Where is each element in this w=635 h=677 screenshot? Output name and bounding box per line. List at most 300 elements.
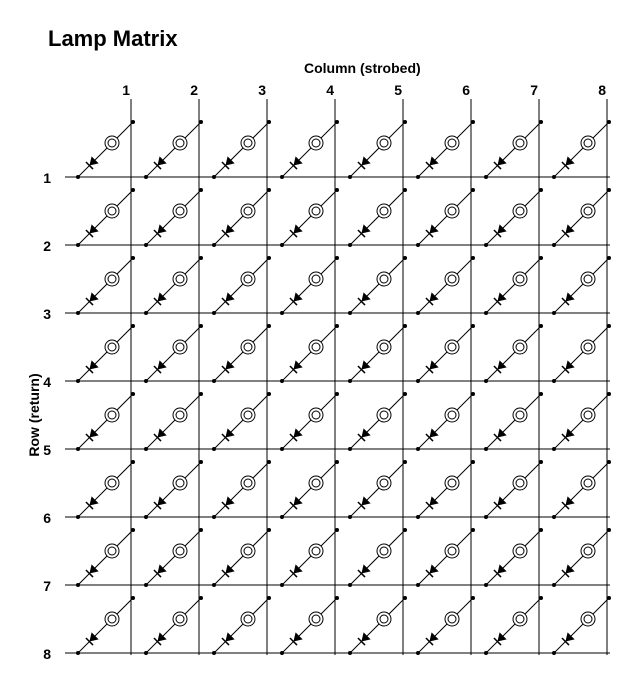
lamp-cell — [348, 460, 407, 519]
junction-dot — [403, 596, 407, 600]
junction-dot — [416, 515, 420, 519]
lamp-icon — [173, 544, 187, 558]
lamp-icon — [105, 204, 119, 218]
cell-wire — [350, 122, 405, 177]
lamp-icon — [377, 136, 391, 150]
junction-dot — [403, 188, 407, 192]
column-number-label: 5 — [394, 82, 402, 98]
junction-dot — [144, 447, 148, 451]
lamp-cell — [552, 596, 611, 655]
junction-dot — [471, 596, 475, 600]
cell-wire — [486, 326, 541, 381]
lamp-cell — [552, 528, 611, 587]
cell-wire — [554, 258, 609, 313]
junction-dot — [267, 188, 271, 192]
cell-wire — [418, 258, 473, 313]
lamp-cell — [76, 256, 135, 315]
lamp-icon — [241, 340, 255, 354]
lamp-icon — [513, 204, 527, 218]
junction-dot — [607, 528, 611, 532]
cell-wire — [554, 530, 609, 585]
cell-wire — [350, 598, 405, 653]
junction-dot — [267, 596, 271, 600]
lamp-icon — [513, 272, 527, 286]
lamp-icon — [445, 476, 459, 490]
cell-wire — [418, 326, 473, 381]
cell-wire — [214, 122, 269, 177]
junction-dot — [471, 460, 475, 464]
row-number-label: 8 — [43, 646, 51, 662]
column-number-label: 7 — [530, 82, 538, 98]
lamp-cell — [484, 528, 543, 587]
junction-dot — [144, 243, 148, 247]
junction-dot — [131, 188, 135, 192]
cell-wire — [554, 122, 609, 177]
lamp-cell — [76, 392, 135, 451]
cell-wire — [486, 122, 541, 177]
junction-dot — [131, 528, 135, 532]
junction-dot — [471, 188, 475, 192]
junction-dot — [335, 392, 339, 396]
column-number-label: 2 — [190, 82, 198, 98]
lamp-cell — [552, 188, 611, 247]
lamp-icon — [513, 612, 527, 626]
cell-wire — [418, 190, 473, 245]
cell-wire — [78, 122, 133, 177]
lamp-icon — [173, 476, 187, 490]
junction-dot — [471, 120, 475, 124]
junction-dot — [199, 460, 203, 464]
row-number-label: 5 — [43, 442, 51, 458]
junction-dot — [212, 447, 216, 451]
lamp-icon — [513, 136, 527, 150]
row-number-label: 7 — [43, 578, 51, 594]
lamp-icon — [377, 476, 391, 490]
lamp-cell — [76, 120, 135, 179]
lamp-cell — [552, 324, 611, 383]
junction-dot — [416, 243, 420, 247]
junction-dot — [76, 243, 80, 247]
lamp-icon — [377, 408, 391, 422]
lamp-cell — [144, 120, 203, 179]
lamp-icon — [445, 408, 459, 422]
lamp-cell — [348, 256, 407, 315]
junction-dot — [267, 528, 271, 532]
junction-dot — [335, 528, 339, 532]
lamp-icon — [173, 408, 187, 422]
junction-dot — [280, 583, 284, 587]
junction-dot — [348, 515, 352, 519]
lamp-cell — [416, 528, 475, 587]
cell-wire — [486, 462, 541, 517]
junction-dot — [199, 392, 203, 396]
lamp-icon — [173, 204, 187, 218]
junction-dot — [607, 596, 611, 600]
cell-wire — [282, 462, 337, 517]
junction-dot — [76, 447, 80, 451]
junction-dot — [607, 188, 611, 192]
lamp-cell — [552, 392, 611, 451]
junction-dot — [484, 379, 488, 383]
junction-dot — [144, 651, 148, 655]
junction-dot — [539, 528, 543, 532]
junction-dot — [607, 120, 611, 124]
junction-dot — [335, 324, 339, 328]
junction-dot — [144, 583, 148, 587]
lamp-icon — [241, 204, 255, 218]
junction-dot — [539, 256, 543, 260]
cell-wire — [350, 258, 405, 313]
lamp-cell — [552, 256, 611, 315]
junction-dot — [484, 311, 488, 315]
lamp-icon — [309, 340, 323, 354]
column-number-label: 6 — [462, 82, 470, 98]
cell-wire — [214, 190, 269, 245]
junction-dot — [552, 447, 556, 451]
junction-dot — [484, 447, 488, 451]
lamp-icon — [581, 340, 595, 354]
lamp-cell — [416, 256, 475, 315]
cell-wire — [486, 258, 541, 313]
cell-wire — [146, 394, 201, 449]
lamp-icon — [377, 612, 391, 626]
lamp-icon — [241, 612, 255, 626]
junction-dot — [335, 596, 339, 600]
row-axis-label: Row (return) — [26, 373, 42, 457]
lamp-cell — [416, 596, 475, 655]
lamp-cell — [212, 324, 271, 383]
junction-dot — [348, 379, 352, 383]
junction-dot — [348, 243, 352, 247]
junction-dot — [607, 256, 611, 260]
lamp-icon — [309, 204, 323, 218]
cell-wire — [418, 598, 473, 653]
junction-dot — [212, 651, 216, 655]
junction-dot — [552, 175, 556, 179]
junction-dot — [131, 596, 135, 600]
cell-wire — [214, 462, 269, 517]
lamp-cell — [280, 528, 339, 587]
lamp-cell — [416, 188, 475, 247]
junction-dot — [144, 515, 148, 519]
junction-dot — [484, 515, 488, 519]
lamp-cell — [144, 256, 203, 315]
column-axis-label: Column (strobed) — [304, 60, 421, 76]
lamp-cell — [484, 188, 543, 247]
junction-dot — [416, 311, 420, 315]
cell-wire — [78, 190, 133, 245]
junction-dot — [280, 243, 284, 247]
junction-dot — [131, 256, 135, 260]
junction-dot — [212, 175, 216, 179]
junction-dot — [144, 311, 148, 315]
junction-dot — [267, 460, 271, 464]
lamp-icon — [309, 136, 323, 150]
lamp-cell — [144, 392, 203, 451]
cell-wire — [486, 530, 541, 585]
lamp-icon — [105, 476, 119, 490]
row-number-label: 2 — [43, 238, 51, 254]
lamp-icon — [445, 204, 459, 218]
junction-dot — [144, 379, 148, 383]
junction-dot — [280, 379, 284, 383]
junction-dot — [552, 243, 556, 247]
lamp-icon — [377, 544, 391, 558]
lamp-cell — [76, 596, 135, 655]
junction-dot — [552, 311, 556, 315]
lamp-icon — [105, 340, 119, 354]
lamp-cell — [552, 460, 611, 519]
cell-wire — [350, 462, 405, 517]
lamp-icon — [377, 340, 391, 354]
junction-dot — [335, 256, 339, 260]
row-number-label: 6 — [43, 510, 51, 526]
junction-dot — [131, 460, 135, 464]
cell-wire — [78, 530, 133, 585]
lamp-cell — [348, 596, 407, 655]
lamp-icon — [513, 408, 527, 422]
junction-dot — [484, 243, 488, 247]
junction-dot — [484, 651, 488, 655]
lamp-cell — [212, 528, 271, 587]
lamp-cell — [280, 256, 339, 315]
lamp-icon — [173, 612, 187, 626]
junction-dot — [280, 175, 284, 179]
cell-wire — [418, 530, 473, 585]
cell-wire — [78, 394, 133, 449]
junction-dot — [76, 311, 80, 315]
lamp-icon — [445, 340, 459, 354]
junction-dot — [539, 596, 543, 600]
lamp-icon — [105, 272, 119, 286]
lamp-icon — [241, 544, 255, 558]
junction-dot — [131, 324, 135, 328]
junction-dot — [552, 379, 556, 383]
lamp-cell — [348, 188, 407, 247]
lamp-icon — [513, 476, 527, 490]
lamp-cell — [484, 256, 543, 315]
cell-wire — [282, 258, 337, 313]
lamp-icon — [309, 544, 323, 558]
lamp-icon — [445, 612, 459, 626]
cell-wire — [78, 598, 133, 653]
junction-dot — [267, 392, 271, 396]
cell-wire — [146, 530, 201, 585]
junction-dot — [403, 460, 407, 464]
column-number-label: 8 — [598, 82, 606, 98]
lamp-icon — [581, 408, 595, 422]
junction-dot — [348, 447, 352, 451]
diagram-title: Lamp Matrix — [48, 26, 178, 51]
lamp-icon — [173, 340, 187, 354]
lamp-icon — [309, 272, 323, 286]
junction-dot — [280, 447, 284, 451]
cell-wire — [282, 122, 337, 177]
lamp-cell — [280, 120, 339, 179]
junction-dot — [416, 175, 420, 179]
cell-wire — [282, 190, 337, 245]
junction-dot — [76, 175, 80, 179]
junction-dot — [552, 583, 556, 587]
lamp-cell — [144, 596, 203, 655]
junction-dot — [403, 120, 407, 124]
cell-wire — [486, 598, 541, 653]
cell-wire — [146, 122, 201, 177]
junction-dot — [199, 120, 203, 124]
junction-dot — [416, 651, 420, 655]
column-number-label: 3 — [258, 82, 266, 98]
junction-dot — [199, 188, 203, 192]
lamp-cell — [280, 188, 339, 247]
junction-dot — [403, 528, 407, 532]
junction-dot — [76, 515, 80, 519]
lamp-icon — [513, 544, 527, 558]
lamp-cell — [144, 528, 203, 587]
lamp-icon — [105, 544, 119, 558]
lamp-cell — [280, 392, 339, 451]
junction-dot — [416, 447, 420, 451]
lamp-icon — [581, 612, 595, 626]
lamp-cell — [144, 460, 203, 519]
junction-dot — [416, 379, 420, 383]
junction-dot — [539, 324, 543, 328]
junction-dot — [280, 311, 284, 315]
cell-wire — [418, 394, 473, 449]
lamp-cell — [416, 392, 475, 451]
lamp-icon — [445, 272, 459, 286]
junction-dot — [76, 651, 80, 655]
junction-dot — [144, 175, 148, 179]
lamp-cell — [484, 460, 543, 519]
lamp-cell — [212, 188, 271, 247]
cell-wire — [78, 326, 133, 381]
junction-dot — [199, 596, 203, 600]
row-number-label: 3 — [43, 306, 51, 322]
lamp-cell — [348, 392, 407, 451]
junction-dot — [199, 528, 203, 532]
lamp-cell — [280, 460, 339, 519]
junction-dot — [403, 392, 407, 396]
lamp-cell — [212, 256, 271, 315]
junction-dot — [199, 256, 203, 260]
cell-wire — [214, 258, 269, 313]
cell-wire — [418, 122, 473, 177]
lamp-icon — [241, 408, 255, 422]
junction-dot — [539, 188, 543, 192]
lamp-icon — [377, 204, 391, 218]
lamp-icon — [581, 136, 595, 150]
junction-dot — [471, 392, 475, 396]
lamp-icon — [513, 340, 527, 354]
lamp-cell — [484, 324, 543, 383]
column-number-label: 4 — [326, 82, 334, 98]
cell-wire — [78, 462, 133, 517]
cell-wire — [214, 530, 269, 585]
junction-dot — [76, 379, 80, 383]
row-number-label: 4 — [43, 374, 51, 390]
cell-wire — [146, 326, 201, 381]
lamp-icon — [581, 544, 595, 558]
junction-dot — [348, 311, 352, 315]
lamp-cell — [484, 120, 543, 179]
junction-dot — [212, 583, 216, 587]
lamp-icon — [581, 204, 595, 218]
lamp-cell — [416, 324, 475, 383]
junction-dot — [484, 583, 488, 587]
lamp-cell — [76, 528, 135, 587]
lamp-icon — [173, 136, 187, 150]
lamp-icon — [105, 408, 119, 422]
junction-dot — [212, 379, 216, 383]
junction-dot — [607, 392, 611, 396]
cell-wire — [146, 462, 201, 517]
junction-dot — [76, 583, 80, 587]
cell-wire — [350, 530, 405, 585]
cell-wire — [486, 394, 541, 449]
junction-dot — [199, 324, 203, 328]
junction-dot — [280, 515, 284, 519]
lamp-icon — [241, 136, 255, 150]
lamp-cell — [348, 120, 407, 179]
row-number-label: 1 — [43, 170, 51, 186]
junction-dot — [471, 256, 475, 260]
lamp-cell — [280, 596, 339, 655]
junction-dot — [348, 651, 352, 655]
lamp-icon — [445, 544, 459, 558]
lamp-cell — [552, 120, 611, 179]
lamp-cell — [348, 528, 407, 587]
lamp-icon — [309, 476, 323, 490]
lamp-icon — [105, 136, 119, 150]
junction-dot — [348, 583, 352, 587]
lamp-cell — [280, 324, 339, 383]
cell-wire — [146, 190, 201, 245]
junction-dot — [403, 324, 407, 328]
lamp-cell — [144, 188, 203, 247]
junction-dot — [552, 651, 556, 655]
junction-dot — [131, 392, 135, 396]
junction-dot — [348, 175, 352, 179]
cell-wire — [554, 462, 609, 517]
junction-dot — [267, 256, 271, 260]
junction-dot — [131, 120, 135, 124]
cell-wire — [554, 598, 609, 653]
lamp-cell — [484, 596, 543, 655]
cell-wire — [146, 258, 201, 313]
cell-wire — [214, 326, 269, 381]
junction-dot — [607, 324, 611, 328]
cell-wire — [282, 598, 337, 653]
junction-dot — [267, 324, 271, 328]
lamp-cell — [76, 188, 135, 247]
lamp-cell — [416, 460, 475, 519]
lamp-icon — [581, 476, 595, 490]
lamp-icon — [105, 612, 119, 626]
lamp-icon — [241, 272, 255, 286]
lamp-icon — [581, 272, 595, 286]
junction-dot — [212, 243, 216, 247]
junction-dot — [403, 256, 407, 260]
lamp-cell — [212, 460, 271, 519]
cell-wire — [554, 326, 609, 381]
lamp-cell — [144, 324, 203, 383]
junction-dot — [539, 392, 543, 396]
cell-wire — [282, 326, 337, 381]
lamp-cell — [212, 392, 271, 451]
lamp-cell — [76, 324, 135, 383]
cell-wire — [554, 190, 609, 245]
cell-wire — [486, 190, 541, 245]
